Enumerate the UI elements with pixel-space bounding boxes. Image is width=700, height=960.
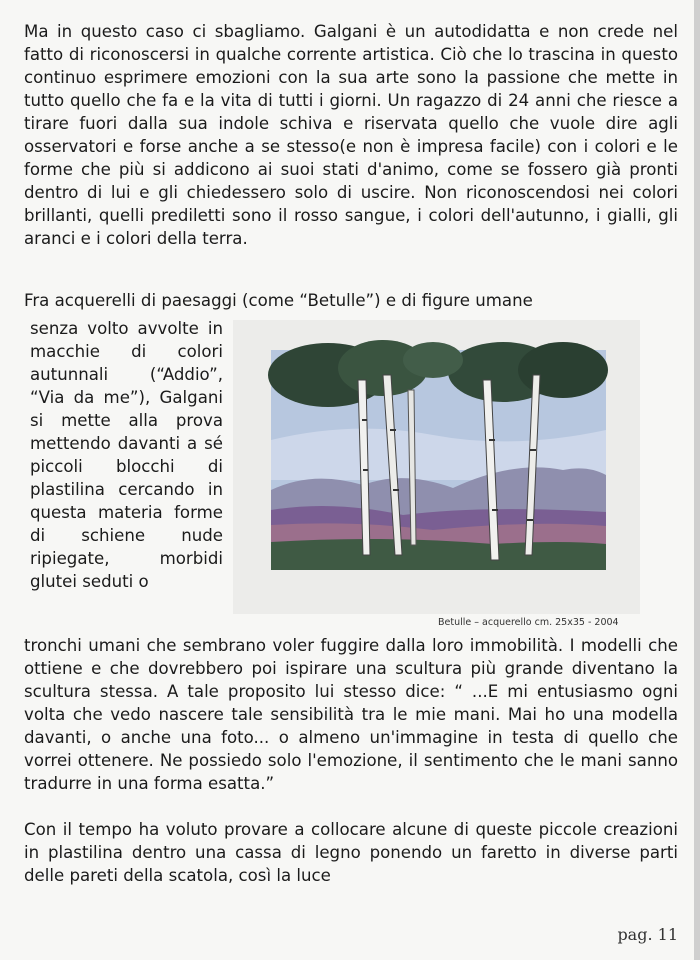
dark-ground (271, 539, 606, 570)
figure-caption: Betulle – acquerello cm. 25x35 - 2004 (438, 617, 619, 628)
page-edge (694, 0, 700, 960)
page-number: pag. 11 (617, 925, 678, 944)
paragraph-4: Con il tempo ha voluto provare a collocare alcune di queste piccole creazioni in plastilina dentro una cassa di legno ponendo un faretto in diverse parti delle pareti della scatola, così la luce (24, 820, 678, 885)
paragraph-2-lead: Fra acquerelli di paesaggi (come “Betulle”) e di figure umane (24, 291, 533, 310)
foliage-right (518, 342, 608, 398)
betulle-watercolor-image (233, 320, 640, 614)
paragraph-2-side: senza volto avvolte in macchie di colori autunnali (“Addio”, “Via da me”), Galgani si mette alla prova mettendo davanti a sé piccoli blocchi di plastilina cercando in questa materia forme di schiene nude ripiegate, morbidi glutei seduti o (30, 319, 223, 591)
paragraph-1: Ma in questo caso ci sbagliamo. Galgani è un autodidatta e non crede nel fatto di riconoscersi in qualche corrente artistica. Ciò che lo trascina in questo continuo esprimere emozioni con la sua arte sono la passione che mette in tutto quello che fa e la vita di tutti i giorni. Un ragazzo di 24 anni che riesce a tirare fuori dalla sua indole schiva e riservata quello che vuole dire agli osservatori e forse anche a se stesso(e non è impresa facile) con i colori e le forme che più si addicono ai suoi stati d'animo, come se fossero già pronti dentro di lui e gli chiedessero solo di uscire. Non riconoscendosi nei colori brillanti, quelli prediletti sono il rosso sangue, i colori dell'autunno, i gialli, gli aranci e i colori della terra. (24, 22, 678, 248)
foliage-top (403, 342, 463, 378)
paragraph-3: tronchi umani che sembrano voler fuggire dalla loro immobilità. I modelli che ottiene e che dovrebbero poi ispirare una scultura più grande diventano la scultura stessa. A tale proposito lui stesso dice: “ ...E mi entusiasmo ogni volta che vedo nascere tale sensibilità tra le mie mani. Mai ho una modella davanti, o anche una foto... o almeno un'immagine in testa di quello che vorrei ottenere. Ne possiedo solo l'emozione, il sentimento che le mani sanno tradurre in una forma esatta.” (24, 636, 678, 793)
watercolor-illustration (233, 320, 640, 614)
